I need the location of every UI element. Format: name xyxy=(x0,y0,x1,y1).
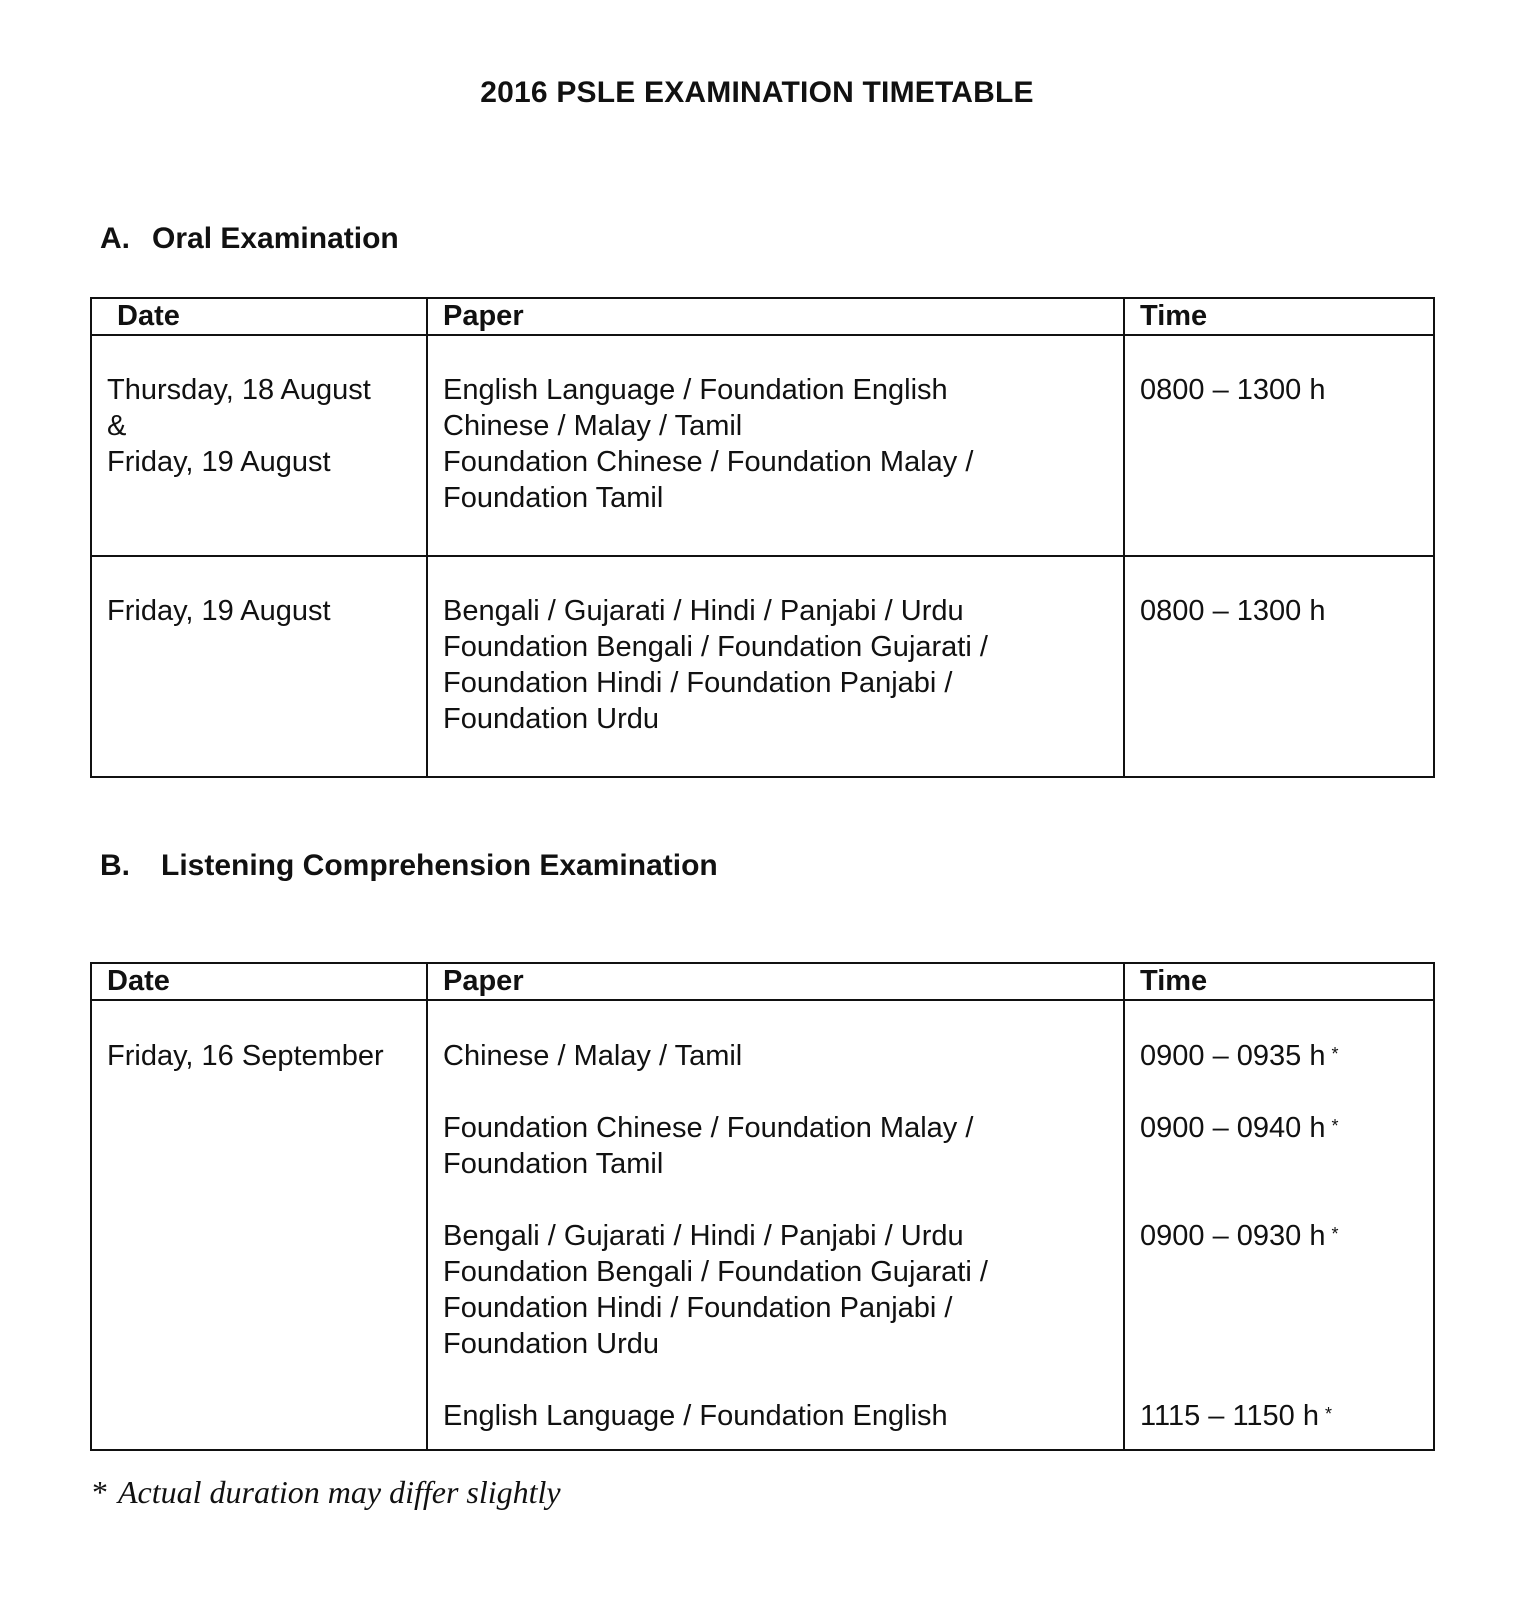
paper-line: Bengali / Gujarati / Hindi / Panjabi / Urdu xyxy=(443,1220,964,1252)
paper-entry xyxy=(443,1038,1122,1074)
paper-line: Foundation Hindi / Foundation Panjabi / xyxy=(443,667,953,699)
listening-exam-table xyxy=(90,962,1435,1451)
date-cell xyxy=(91,556,427,777)
paper-line: Chinese / Malay / Tamil xyxy=(443,1040,743,1072)
time-entry xyxy=(1140,1110,1432,1146)
paper-line: English Language / Foundation English xyxy=(443,1400,948,1432)
date-line: & xyxy=(107,410,127,442)
asterisk-mark: * xyxy=(1331,1116,1339,1136)
footnote xyxy=(92,1474,561,1511)
time-value: 1115 – 1150 h xyxy=(1140,1400,1319,1432)
paper-cell xyxy=(427,1000,1124,1450)
footnote-text: Actual duration may differ slightly xyxy=(118,1474,561,1510)
paper-line: Foundation Bengali / Foundation Gujarati / xyxy=(443,1256,988,1288)
column-header-date: Date xyxy=(91,963,427,1000)
time-value: 0900 – 0930 h xyxy=(1140,1220,1326,1252)
paper-line: Bengali / Gujarati / Hindi / Panjabi / Urdu xyxy=(443,595,964,627)
paper-line: Foundation Tamil xyxy=(443,482,664,514)
table-header-row xyxy=(91,298,1434,335)
time-value: 0900 – 0940 h xyxy=(1140,1112,1326,1144)
paper-line: Foundation Chinese / Foundation Malay / xyxy=(443,446,974,478)
time-cell xyxy=(1124,335,1434,556)
time-value: 0900 – 0935 h xyxy=(1140,1040,1326,1072)
column-header-paper: Paper xyxy=(427,298,1124,335)
date-line: Thursday, 18 August xyxy=(107,374,371,406)
footnote-mark: * xyxy=(92,1474,108,1510)
paper-line: Foundation Urdu xyxy=(443,703,660,735)
paper-line: Foundation Hindi / Foundation Panjabi / xyxy=(443,1292,953,1324)
time-value: 0800 – 1300 h xyxy=(1140,374,1326,406)
time-cell xyxy=(1124,1000,1434,1450)
page-title: 2016 PSLE EXAMINATION TIMETABLE xyxy=(480,76,1034,109)
table-row xyxy=(91,556,1434,777)
date-line: Friday, 16 September xyxy=(107,1040,384,1072)
asterisk-mark: * xyxy=(1331,1044,1339,1064)
oral-exam-table xyxy=(90,297,1435,778)
date-line: Friday, 19 August xyxy=(107,446,331,478)
time-value: 0800 – 1300 h xyxy=(1140,595,1326,627)
column-header-time: Time xyxy=(1124,963,1434,1000)
column-header-paper: Paper xyxy=(427,963,1124,1000)
column-header-date: Date xyxy=(91,298,427,335)
paper-line: Foundation Urdu xyxy=(443,1328,660,1360)
time-entry xyxy=(1140,1218,1432,1254)
paper-line: English Language / Foundation English xyxy=(443,374,948,406)
section-letter: B. xyxy=(100,849,130,882)
date-line: Friday, 19 August xyxy=(107,595,331,627)
paper-entry xyxy=(443,1398,1122,1434)
time-entry xyxy=(1140,1398,1432,1434)
table-row xyxy=(91,335,1434,556)
paper-line: Foundation Tamil xyxy=(443,1148,664,1180)
section-title: Oral Examination xyxy=(152,222,399,255)
time-cell xyxy=(1124,556,1434,777)
column-header-time: Time xyxy=(1124,298,1434,335)
asterisk-mark: * xyxy=(1331,1224,1339,1244)
listening-section-heading xyxy=(100,849,718,883)
table-row xyxy=(91,1000,1434,1450)
table-header-row xyxy=(91,963,1434,1000)
asterisk-mark: * xyxy=(1325,1404,1333,1424)
date-cell xyxy=(91,335,427,556)
paper-cell xyxy=(427,335,1124,556)
paper-line: Chinese / Malay / Tamil xyxy=(443,410,743,442)
paper-line: Foundation Bengali / Foundation Gujarati / xyxy=(443,631,988,663)
section-letter: A. xyxy=(100,222,130,255)
paper-line: Foundation Chinese / Foundation Malay / xyxy=(443,1112,974,1144)
paper-cell xyxy=(427,556,1124,777)
oral-section-heading xyxy=(100,222,399,256)
paper-entry xyxy=(443,1218,1122,1362)
paper-entry xyxy=(443,1110,1122,1182)
time-entry xyxy=(1140,1038,1432,1074)
section-title: Listening Comprehension Examination xyxy=(161,849,718,882)
date-cell xyxy=(91,1000,427,1450)
